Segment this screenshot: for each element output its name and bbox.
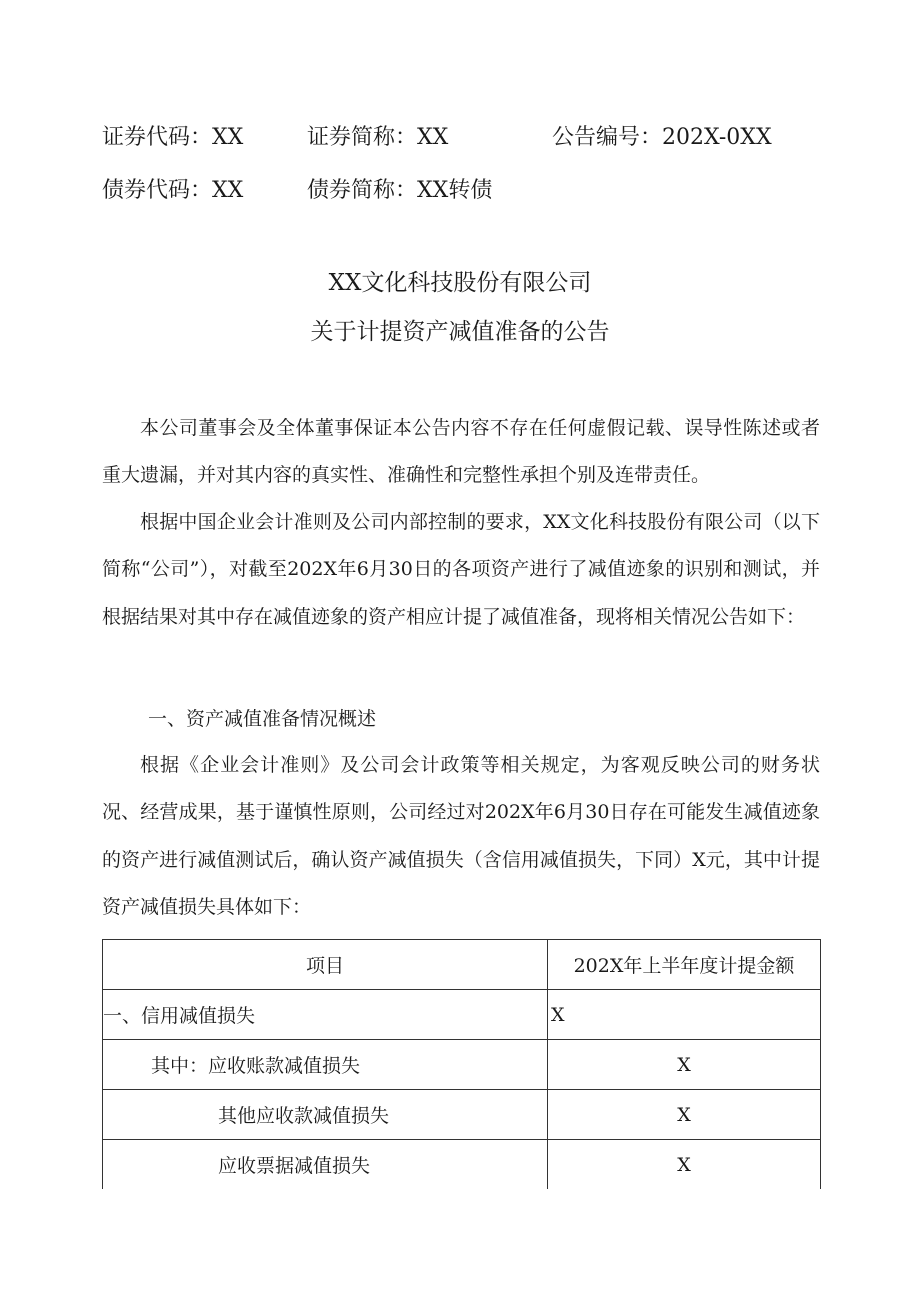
table-cell-item: 其中：应收账款减值损失 bbox=[103, 1040, 548, 1090]
section-1-paragraph: 根据《企业会计准则》及公司会计政策等相关规定，为客观反映公司的财务状况、经营成果，基于谨慎性原则，公司经过对202X年6月30日存在可能发生减值迹象的资产进行减值测试后，确认资产减值损失（含信用减值损失，下同）X元，其中计提资产减值损失具体如下： bbox=[102, 754, 820, 918]
table-cell-amount: X bbox=[548, 1040, 821, 1090]
company-title: XX文化科技股份有限公司 bbox=[328, 270, 592, 296]
announcement-subject: 关于计提资产减值准备的公告 bbox=[310, 319, 610, 345]
table-row bbox=[103, 1140, 821, 1190]
table-cell-item: 其他应收款减值损失 bbox=[103, 1090, 548, 1140]
bond-abbreviation: 债券简称：XX转债 bbox=[307, 178, 493, 203]
announcement-number: 公告编号：202X-0XX bbox=[552, 125, 772, 150]
table-header-item: 项目 bbox=[103, 940, 548, 990]
bond-code: 债券代码：XX bbox=[102, 178, 244, 203]
table-header-row bbox=[103, 940, 821, 990]
table-row bbox=[103, 990, 821, 1040]
table-row bbox=[103, 1040, 821, 1090]
impairment-table bbox=[102, 939, 821, 1189]
table-cell-amount: X bbox=[548, 1090, 821, 1140]
stock-abbreviation: 证券简称：XX bbox=[307, 125, 449, 150]
table-cell-amount: X bbox=[548, 1140, 821, 1190]
table-cell-item: 一、信用减值损失 bbox=[103, 990, 548, 1040]
board-statement-paragraph: 本公司董事会及全体董事保证本公告内容不存在任何虚假记载、误导性陈述或者重大遗漏，并对其内容的真实性、准确性和完整性承担个别及连带责任。 bbox=[102, 417, 820, 487]
stock-code: 证券代码：XX bbox=[102, 125, 244, 150]
table-cell-item: 应收票据减值损失 bbox=[103, 1140, 548, 1190]
table-cell-amount: X bbox=[548, 990, 821, 1040]
intro-paragraph: 根据中国企业会计准则及公司内部控制的要求，XX文化科技股份有限公司（以下简称“公司”），对截至202X年6月30日的各项资产进行了减值迹象的识别和测试，并根据结果对其中存在减值迹象的资产相应计提了减值准备，现将相关情况公告如下： bbox=[102, 511, 820, 628]
section-1-heading: 一、资产减值准备情况概述 bbox=[148, 708, 377, 730]
table-header-amount: 202X年上半年度计提金额 bbox=[548, 940, 821, 990]
table-row bbox=[103, 1090, 821, 1140]
